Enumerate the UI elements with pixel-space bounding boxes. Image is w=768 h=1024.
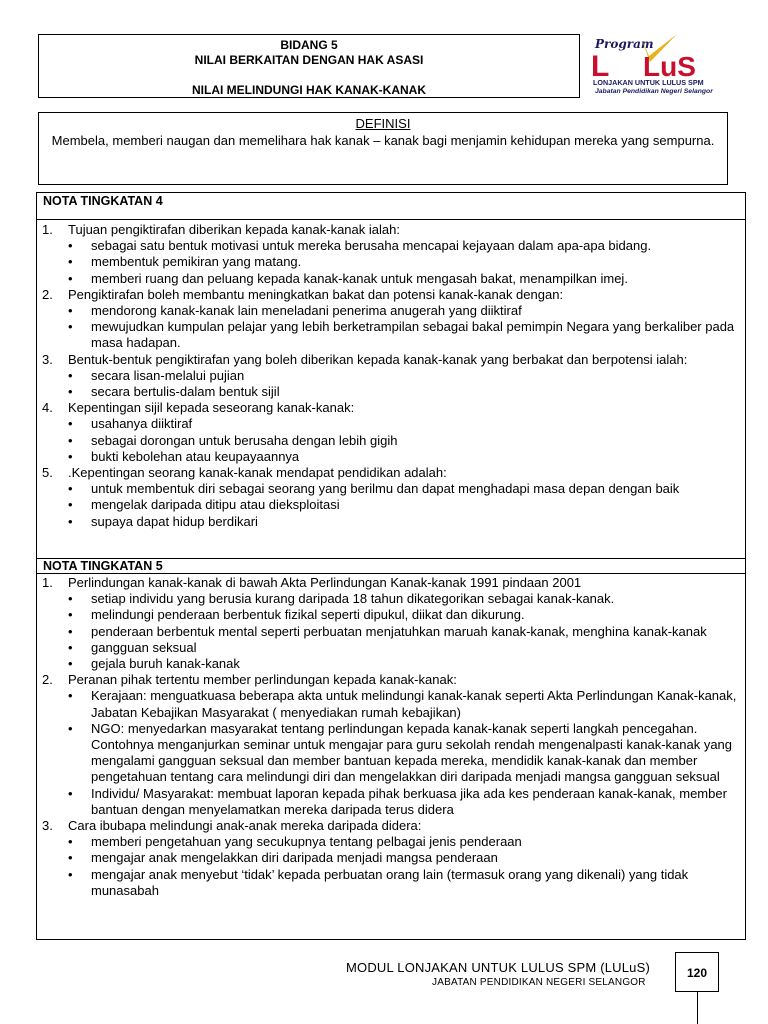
bullet-icon: • (68, 866, 73, 882)
bullet-text: penderaan berbentuk mental seperti perbuatan menjatuhkan maruah kanak-kanak, menghina kanak-kanak (91, 623, 707, 639)
item-number: 2. (42, 672, 53, 688)
bullet-item (42, 238, 737, 254)
bullet-item (42, 834, 737, 850)
logo-brand-rest: LuS (643, 51, 696, 82)
item-text: .Kepentingan seorang kanak-kanak mendapat pendidikan adalah: (68, 465, 447, 481)
bullet-icon: • (68, 720, 73, 736)
bullet-icon: • (68, 623, 73, 639)
page-divider-line (697, 992, 698, 1024)
bullet-text: setiap individu yang berusia kurang daripada 18 tahun dikategorikan sebagai kanak-kanak. (91, 591, 615, 607)
bullet-text: sebagai dorongan untuk berusaha dengan lebih gigih (91, 432, 398, 448)
bullet-icon: • (68, 367, 73, 383)
item-text: Tujuan pengiktirafan diberikan kepada kanak-kanak ialah: (68, 222, 400, 237)
bullet-item (42, 416, 737, 432)
bullet-item (42, 514, 737, 530)
logo-program-text: Program (595, 37, 654, 51)
item-number: 3. (42, 351, 53, 367)
notes-box (36, 192, 746, 940)
header-title-3: NILAI MELINDUNGI HAK KANAK-KANAK (192, 83, 426, 97)
bullet-icon: • (68, 319, 73, 335)
bullet-icon: • (68, 481, 73, 497)
bullet-text: secara bertulis-dalam bentuk sijil (91, 384, 280, 400)
bullet-icon: • (68, 850, 73, 866)
section-heading-form5: NOTA TINGKATAN 5 (37, 558, 745, 574)
bullet-text: bukti kebolehan atau keupayaannya (91, 448, 300, 464)
bullet-item (42, 449, 737, 465)
bullet-icon: • (68, 384, 73, 400)
bullet-text: mewujudkan kumpulan pelajar yang lebih berketrampilan sebagai bakal pemimpin Negara yang berkaliber pada masa hadapan. (91, 319, 735, 351)
bullet-item (42, 271, 737, 287)
item-number: 4. (42, 400, 53, 416)
bullet-icon: • (68, 238, 73, 254)
numbered-item (42, 287, 737, 303)
item-text: Perlindungan kanak-kanak di bawah Akta Perlindungan Kanak-kanak 1991 pindaan 2001 (68, 575, 582, 590)
bullet-item (42, 481, 737, 497)
bullet-icon: • (68, 688, 73, 704)
footer-module-title: MODUL LONJAKAN UNTUK LULUS SPM (LULuS) (346, 960, 651, 975)
bullet-item (42, 384, 737, 400)
bullet-icon: • (68, 513, 73, 529)
logo-department: Jabatan Pendidikan Negeri Selangor (595, 88, 713, 95)
page-number: 120 (675, 952, 719, 992)
bullet-text: mengelak daripada ditipu atau dieksploitasi (91, 497, 340, 513)
bullet-icon: • (68, 270, 73, 286)
bullet-item (42, 624, 737, 640)
bullet-icon: • (68, 834, 73, 850)
bullet-text: membentuk pemikiran yang matang. (91, 254, 302, 270)
logo-tagline: LONJAKAN UNTUK LULUS SPM (593, 78, 704, 87)
item-number: 1. (42, 222, 53, 237)
bullet-text: mendorong kanak-kanak lain meneladani penerima anugerah yang diiktiraf (91, 303, 522, 319)
bullet-item (42, 850, 737, 866)
bullet-text: mengajar anak mengelakkan diri daripada menjadi mangsa penderaan (91, 850, 498, 866)
bullet-item (42, 303, 737, 319)
bullet-item (42, 254, 737, 270)
item-text: Bentuk-bentuk pengiktirafan yang boleh diberikan kepada kanak-kanak yang berbakat dan berpotensi ialah: (68, 351, 688, 367)
bullet-item (42, 433, 737, 449)
bullet-icon: • (68, 432, 73, 448)
bullet-item (42, 640, 737, 656)
bullet-icon: • (68, 416, 73, 432)
bullet-text: memberi pengetahuan yang secukupnya tentang pelbagai jenis penderaan (91, 834, 522, 850)
bullet-text: secara lisan-melalui pujian (91, 367, 245, 383)
bullet-icon: • (68, 497, 73, 513)
footer-department: JABATAN PENDIDIKAN NEGERI SELANGOR (432, 977, 646, 988)
logo-brand-l: L (591, 50, 610, 83)
numbered-item (42, 672, 737, 688)
bullet-icon: • (68, 607, 73, 623)
header-title-1: BIDANG 5 (280, 38, 338, 52)
bullet-icon: • (68, 448, 73, 464)
numbered-item (42, 818, 737, 834)
bullet-icon: • (68, 785, 73, 801)
bullet-item (42, 721, 737, 786)
bullet-text: sebagai satu bentuk motivasi untuk mereka berusaha mencapai kejayaan dalam apa-apa bidang. (91, 238, 652, 254)
bullet-text: memberi ruang dan peluang kepada kanak-kanak untuk mengasah bakat, menampilkan imej. (91, 270, 628, 286)
item-text: Pengiktirafan boleh membantu meningkatkan bakat dan potensi kanak-kanak dengan: (68, 286, 564, 302)
item-number: 3. (42, 818, 53, 834)
bullet-icon: • (68, 303, 73, 319)
bullet-text: untuk membentuk diri sebagai seorang yang berilmu dan dapat menghadapi masa depan dengan baik (91, 481, 680, 497)
bullet-item (42, 591, 737, 607)
definition-text: Membela, memberi naugan dan memelihara hak kanak – kanak bagi menjamin kehidupan mereka yang sempurna. (51, 133, 715, 148)
item-number: 2. (42, 286, 53, 302)
bullet-text: usahanya diiktiraf (91, 416, 193, 432)
section-content-form4 (42, 222, 737, 530)
item-number: 5. (42, 465, 53, 481)
bullet-icon: • (68, 656, 73, 672)
bullet-item (42, 786, 737, 818)
bullet-text: supaya dapat hidup berdikari (91, 513, 258, 529)
bullet-item (42, 497, 737, 513)
bullet-text: gejala buruh kanak-kanak (91, 656, 240, 672)
bullet-text: Individu/ Masyarakat: membuat laporan kepada pihak berkuasa jika ada kes penderaan kanak-kanak, member bantuan dengan menyelamatkan mereka daripada terus didera (91, 785, 727, 817)
bullet-item (42, 867, 737, 899)
definition-box (38, 112, 728, 185)
bullet-item (42, 319, 737, 351)
numbered-item (42, 400, 737, 416)
header-title-2: NILAI BERKAITAN DENGAN HAK ASASI (194, 53, 424, 67)
bullet-text: NGO: menyedarkan masyarakat tentang perlindungan kepada kanak-kanak seperti langkah pencegahan. Contohnya menganjurkan seminar untuk mengajar para guru sekolah rendah mengenalpasti kanak-kanak yang mengalami gangguan seksual dan member bantuan kepada mereka, mendidik kanak-kanak dan member pengetahuan tentang cara melindungi diri dan mengelakkan diri daripada menjadi mangsa gangguan seksual (91, 720, 733, 785)
item-number: 1. (42, 575, 53, 590)
bullet-item (42, 656, 737, 672)
header-box (38, 34, 580, 98)
item-text: Kepentingan sijil kepada seseorang kanak-kanak: (68, 400, 355, 416)
bullet-text: melindungi penderaan berbentuk fizikal seperti dipukul, diikat dan dikurung. (91, 607, 525, 623)
bullet-item (42, 688, 737, 720)
item-text: Cara ibubapa melindungi anak-anak mereka daripada didera: (68, 818, 422, 834)
program-lulus-logo (587, 32, 737, 98)
bullet-icon: • (68, 639, 73, 655)
bullet-text: mengajar anak menyebut ‘tidak’ kepada perbuatan orang lain (termasuk orang yang dikenali) yang tidak munasabah (91, 866, 689, 898)
numbered-item (42, 465, 737, 481)
numbered-item (42, 222, 737, 238)
definition-title: DEFINISI (355, 116, 411, 131)
bullet-text: gangguan seksual (91, 639, 197, 655)
bullet-item (42, 607, 737, 623)
numbered-item (42, 575, 737, 591)
item-text: Peranan pihak tertentu member perlindungan kepada kanak-kanak: (68, 672, 457, 688)
numbered-item (42, 352, 737, 368)
bullet-item (42, 368, 737, 384)
bullet-icon: • (68, 591, 73, 607)
bullet-text: Kerajaan: menguatkuasa beberapa akta untuk melindungi kanak-kanak seperti Akta Perlindungan Kanak-kanak, Jabatan Kebajikan Masyarakat ( menyediakan rumah kebajikan) (91, 688, 737, 720)
section-heading-form4: NOTA TINGKATAN 4 (37, 193, 745, 220)
bullet-icon: • (68, 254, 73, 270)
section-content-form5 (42, 575, 737, 899)
